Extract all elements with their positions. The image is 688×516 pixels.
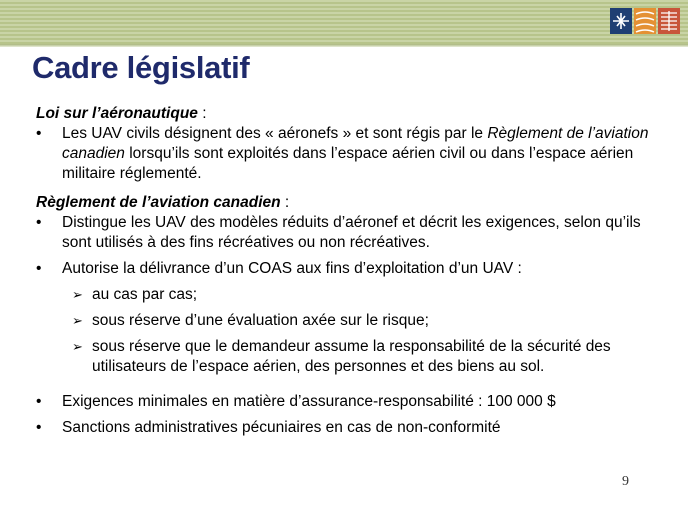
header-band-shadow [0,44,688,47]
bullet-assurance: • Exigences minimales en matière d’assurance-responsabilité : 100 000 $ [36,392,666,412]
logo-tile-red [658,8,680,34]
bullet-uav-civils [36,124,666,184]
subbullet-evaluation-risque: ➢ sous réserve d’une évaluation axée sur le risque; [36,311,666,331]
subbullet-cas-par-cas: ➢ au cas par cas; [36,285,666,305]
bullet-italic-text: Règlement de l’aviation canadien [62,125,649,162]
section-heading-loi-text: Loi sur l’aéronautique [36,105,198,122]
airplane-logo-icon [610,8,680,34]
logo-tile-blue [610,8,632,34]
page-number: 9 [622,474,629,489]
section-heading-loi [36,104,666,124]
section-heading-reglement-text: Règlement de l’aviation canadien [36,194,281,211]
bullet-sanctions: • Sanctions administratives pécuniaires en cas de non-conformité [36,418,666,438]
bullet-distingue: • Distingue les UAV des modèles réduits d’aéronef et décrit les exigences, selon qu’ils sont utilisés à des fins récréatives ou non récréatives. [36,213,666,253]
bullet-text: Les UAV civils désignent des « aéronefs » et sont régis par le [62,125,488,142]
bullet-text-cont: lorsqu’ils sont exploités dans l’espace aérien civil ou dans l’espace aérien militaire réglementé. [62,145,634,182]
heading-colon: : [197,105,207,122]
slide-title: Cadre législatif [32,50,250,85]
section-heading-reglement [36,193,666,213]
heading-colon: : [280,194,290,211]
bullet-autorise: • Autorise la délivrance d’un COAS aux fins d’exploitation d’un UAV : [36,259,666,279]
header-band [0,0,688,44]
slide-body [36,104,666,438]
logo-tile-orange [634,8,656,34]
subbullet-responsabilite: ➢ sous réserve que le demandeur assume la responsabilité de la sécurité des utilisateurs de l’espace aérien, des personnes et des biens au sol. [36,337,666,377]
